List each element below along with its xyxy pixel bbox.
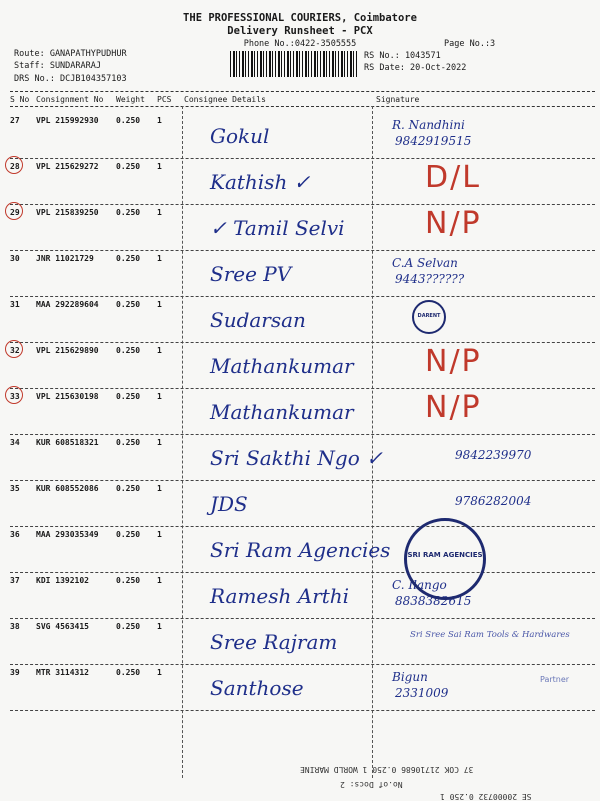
page-number: Page No.:3 xyxy=(444,39,496,49)
serial-number: 30 xyxy=(10,254,20,263)
serial-number: 34 xyxy=(10,438,20,447)
delivery-status-mark: N/P xyxy=(425,390,482,425)
consignment-number: VPL 215630198 xyxy=(36,392,99,401)
consignment-number: VPL 215839250 xyxy=(36,208,99,217)
pieces: 1 xyxy=(157,438,162,447)
weight: 0.250 xyxy=(116,622,141,631)
serial-number: 39 xyxy=(10,668,20,677)
rs-number: RS No.: 1043571 xyxy=(364,51,441,61)
consignee-name: Santhose xyxy=(210,676,304,700)
table-row xyxy=(10,158,595,205)
table-row xyxy=(10,296,595,343)
consignee-name: Mathankumar xyxy=(210,400,354,424)
serial-number: 36 xyxy=(10,530,20,539)
consignment-number: VPL 215992930 xyxy=(36,116,99,125)
pieces: 1 xyxy=(157,622,162,631)
company-title: THE PROFESSIONAL COURIERS, Coimbatore xyxy=(183,12,417,24)
signature-text: Bigun xyxy=(392,670,428,684)
weight: 0.250 xyxy=(116,346,141,355)
serial-number: 35 xyxy=(10,484,20,493)
consignment-number: MAA 292289604 xyxy=(36,300,99,309)
weight: 0.250 xyxy=(116,438,141,447)
consignee-name: Sree Rajram xyxy=(210,630,338,654)
runsheet-subtitle: Delivery Runsheet - PCX xyxy=(227,25,373,37)
delivery-status-mark: D/L xyxy=(425,160,481,195)
consignment-number: JNR 11021729 xyxy=(36,254,94,263)
bleed-through-line-1: 37 COK 21710686 0.250 1 WORLD MARINE xyxy=(300,765,474,774)
signature-text: R. Nandhini xyxy=(392,118,465,132)
weight: 0.250 xyxy=(116,208,141,217)
consignee-name: Sudarsan xyxy=(210,308,306,332)
consignee-name: Mathankumar xyxy=(210,354,354,378)
bleed-through-line-2: No.of Docs: 2 xyxy=(340,780,403,789)
consignee-name: Sri Sakthi Ngo ✓ xyxy=(210,446,383,470)
col-consignment: Consignment No xyxy=(36,95,104,104)
col-consignee: Consignee Details xyxy=(184,95,266,104)
pieces: 1 xyxy=(157,162,162,171)
serial-number: 32 xyxy=(10,346,20,355)
table-row xyxy=(10,388,595,435)
consignment-number: KUR 608552086 xyxy=(36,484,99,493)
consignee-name: Gokul xyxy=(210,124,270,148)
pieces: 1 xyxy=(157,254,162,263)
pieces: 1 xyxy=(157,530,162,539)
consignment-number: VPL 215629890 xyxy=(36,346,99,355)
signature-phone: 9842919515 xyxy=(395,134,472,148)
weight: 0.250 xyxy=(116,254,141,263)
drs-number: DRS No.: DCJB104357103 xyxy=(14,74,127,84)
table-row xyxy=(10,572,595,619)
serial-number: 37 xyxy=(10,576,20,585)
serial-number: 31 xyxy=(10,300,20,309)
pieces: 1 xyxy=(157,576,162,585)
weight: 0.250 xyxy=(116,392,141,401)
col-weight: Weight xyxy=(116,95,145,104)
consignee-name: Sri Ram Agencies xyxy=(210,538,391,562)
table-row xyxy=(10,434,595,481)
signature-phone: 9786282004 xyxy=(455,494,532,508)
signature-text: C.A Selvan xyxy=(392,256,458,270)
red-circle-mark xyxy=(5,386,23,404)
pieces: 1 xyxy=(157,392,162,401)
delivery-status-mark: N/P xyxy=(425,206,482,241)
table-row xyxy=(10,480,595,527)
col-signature: Signature xyxy=(376,95,420,104)
consignee-name: Kathish ✓ xyxy=(210,170,311,194)
serial-number: 28 xyxy=(10,162,20,171)
signature-phone: 9443?????? xyxy=(395,272,465,286)
partner-label: Partner xyxy=(540,675,570,684)
red-circle-mark xyxy=(5,340,23,358)
weight: 0.250 xyxy=(116,668,141,677)
pieces: 1 xyxy=(157,116,162,125)
table-row xyxy=(10,342,595,389)
consignee-name: JDS xyxy=(210,492,248,516)
pieces: 1 xyxy=(157,346,162,355)
consignment-number: KDI 1392102 xyxy=(36,576,89,585)
header-rule-top xyxy=(10,91,595,92)
serial-number: 38 xyxy=(10,622,20,631)
weight: 0.250 xyxy=(116,484,141,493)
pieces: 1 xyxy=(157,484,162,493)
header-rule-bottom xyxy=(10,106,595,107)
delivery-status-mark: N/P xyxy=(425,344,482,379)
pieces: 1 xyxy=(157,208,162,217)
consignee-name: Sree PV xyxy=(210,262,292,286)
staff: Staff: SUNDARARAJ xyxy=(14,61,101,71)
consignment-number: MAA 293035349 xyxy=(36,530,99,539)
table-row xyxy=(10,250,595,297)
route: Route: GANAPATHYPUDHUR xyxy=(14,49,127,59)
weight: 0.250 xyxy=(116,300,141,309)
col-pcs: PCS xyxy=(157,95,172,104)
consignee-name: Ramesh Arthi xyxy=(210,584,350,608)
signature-phone: 9842239970 xyxy=(455,448,532,462)
shop-stamp: Sri Sree Sai Ram Tools & Hardwares xyxy=(410,630,570,640)
weight: 0.250 xyxy=(116,530,141,539)
serial-number: 27 xyxy=(10,116,20,125)
phone-number: Phone No.:0422-3505555 xyxy=(243,39,357,49)
red-circle-mark xyxy=(5,156,23,174)
weight: 0.250 xyxy=(116,162,141,171)
pieces: 1 xyxy=(157,668,162,677)
serial-number: 29 xyxy=(10,208,20,217)
table-row xyxy=(10,112,595,159)
table-row xyxy=(10,664,595,711)
consignment-number: KUR 608518321 xyxy=(36,438,99,447)
consignment-number: MTR 3114312 xyxy=(36,668,89,677)
signature-text: C. Ilango xyxy=(392,578,447,592)
agency-stamp: SRI RAM AGENCIES xyxy=(404,518,486,600)
consignment-number: SVG 4563415 xyxy=(36,622,89,631)
bleed-through-line-3: SE 20000732 0.250 1 xyxy=(440,792,532,801)
signature-phone: 8838382615 xyxy=(395,594,472,608)
serial-number: 33 xyxy=(10,392,20,401)
weight: 0.250 xyxy=(116,576,141,585)
small-stamp: DARENT xyxy=(412,300,446,334)
consignee-name: ✓ Tamil Selvi xyxy=(210,216,345,240)
pieces: 1 xyxy=(157,300,162,309)
barcode xyxy=(230,51,358,77)
table-row xyxy=(10,526,595,573)
col-sno: S No xyxy=(10,95,30,104)
rs-date: RS Date: 20-Oct-2022 xyxy=(364,63,467,73)
consignment-number: VPL 215629272 xyxy=(36,162,99,171)
weight: 0.250 xyxy=(116,116,141,125)
table-row xyxy=(10,618,595,665)
signature-phone: 2331009 xyxy=(395,686,449,700)
table-row xyxy=(10,204,595,251)
red-circle-mark xyxy=(5,202,23,220)
